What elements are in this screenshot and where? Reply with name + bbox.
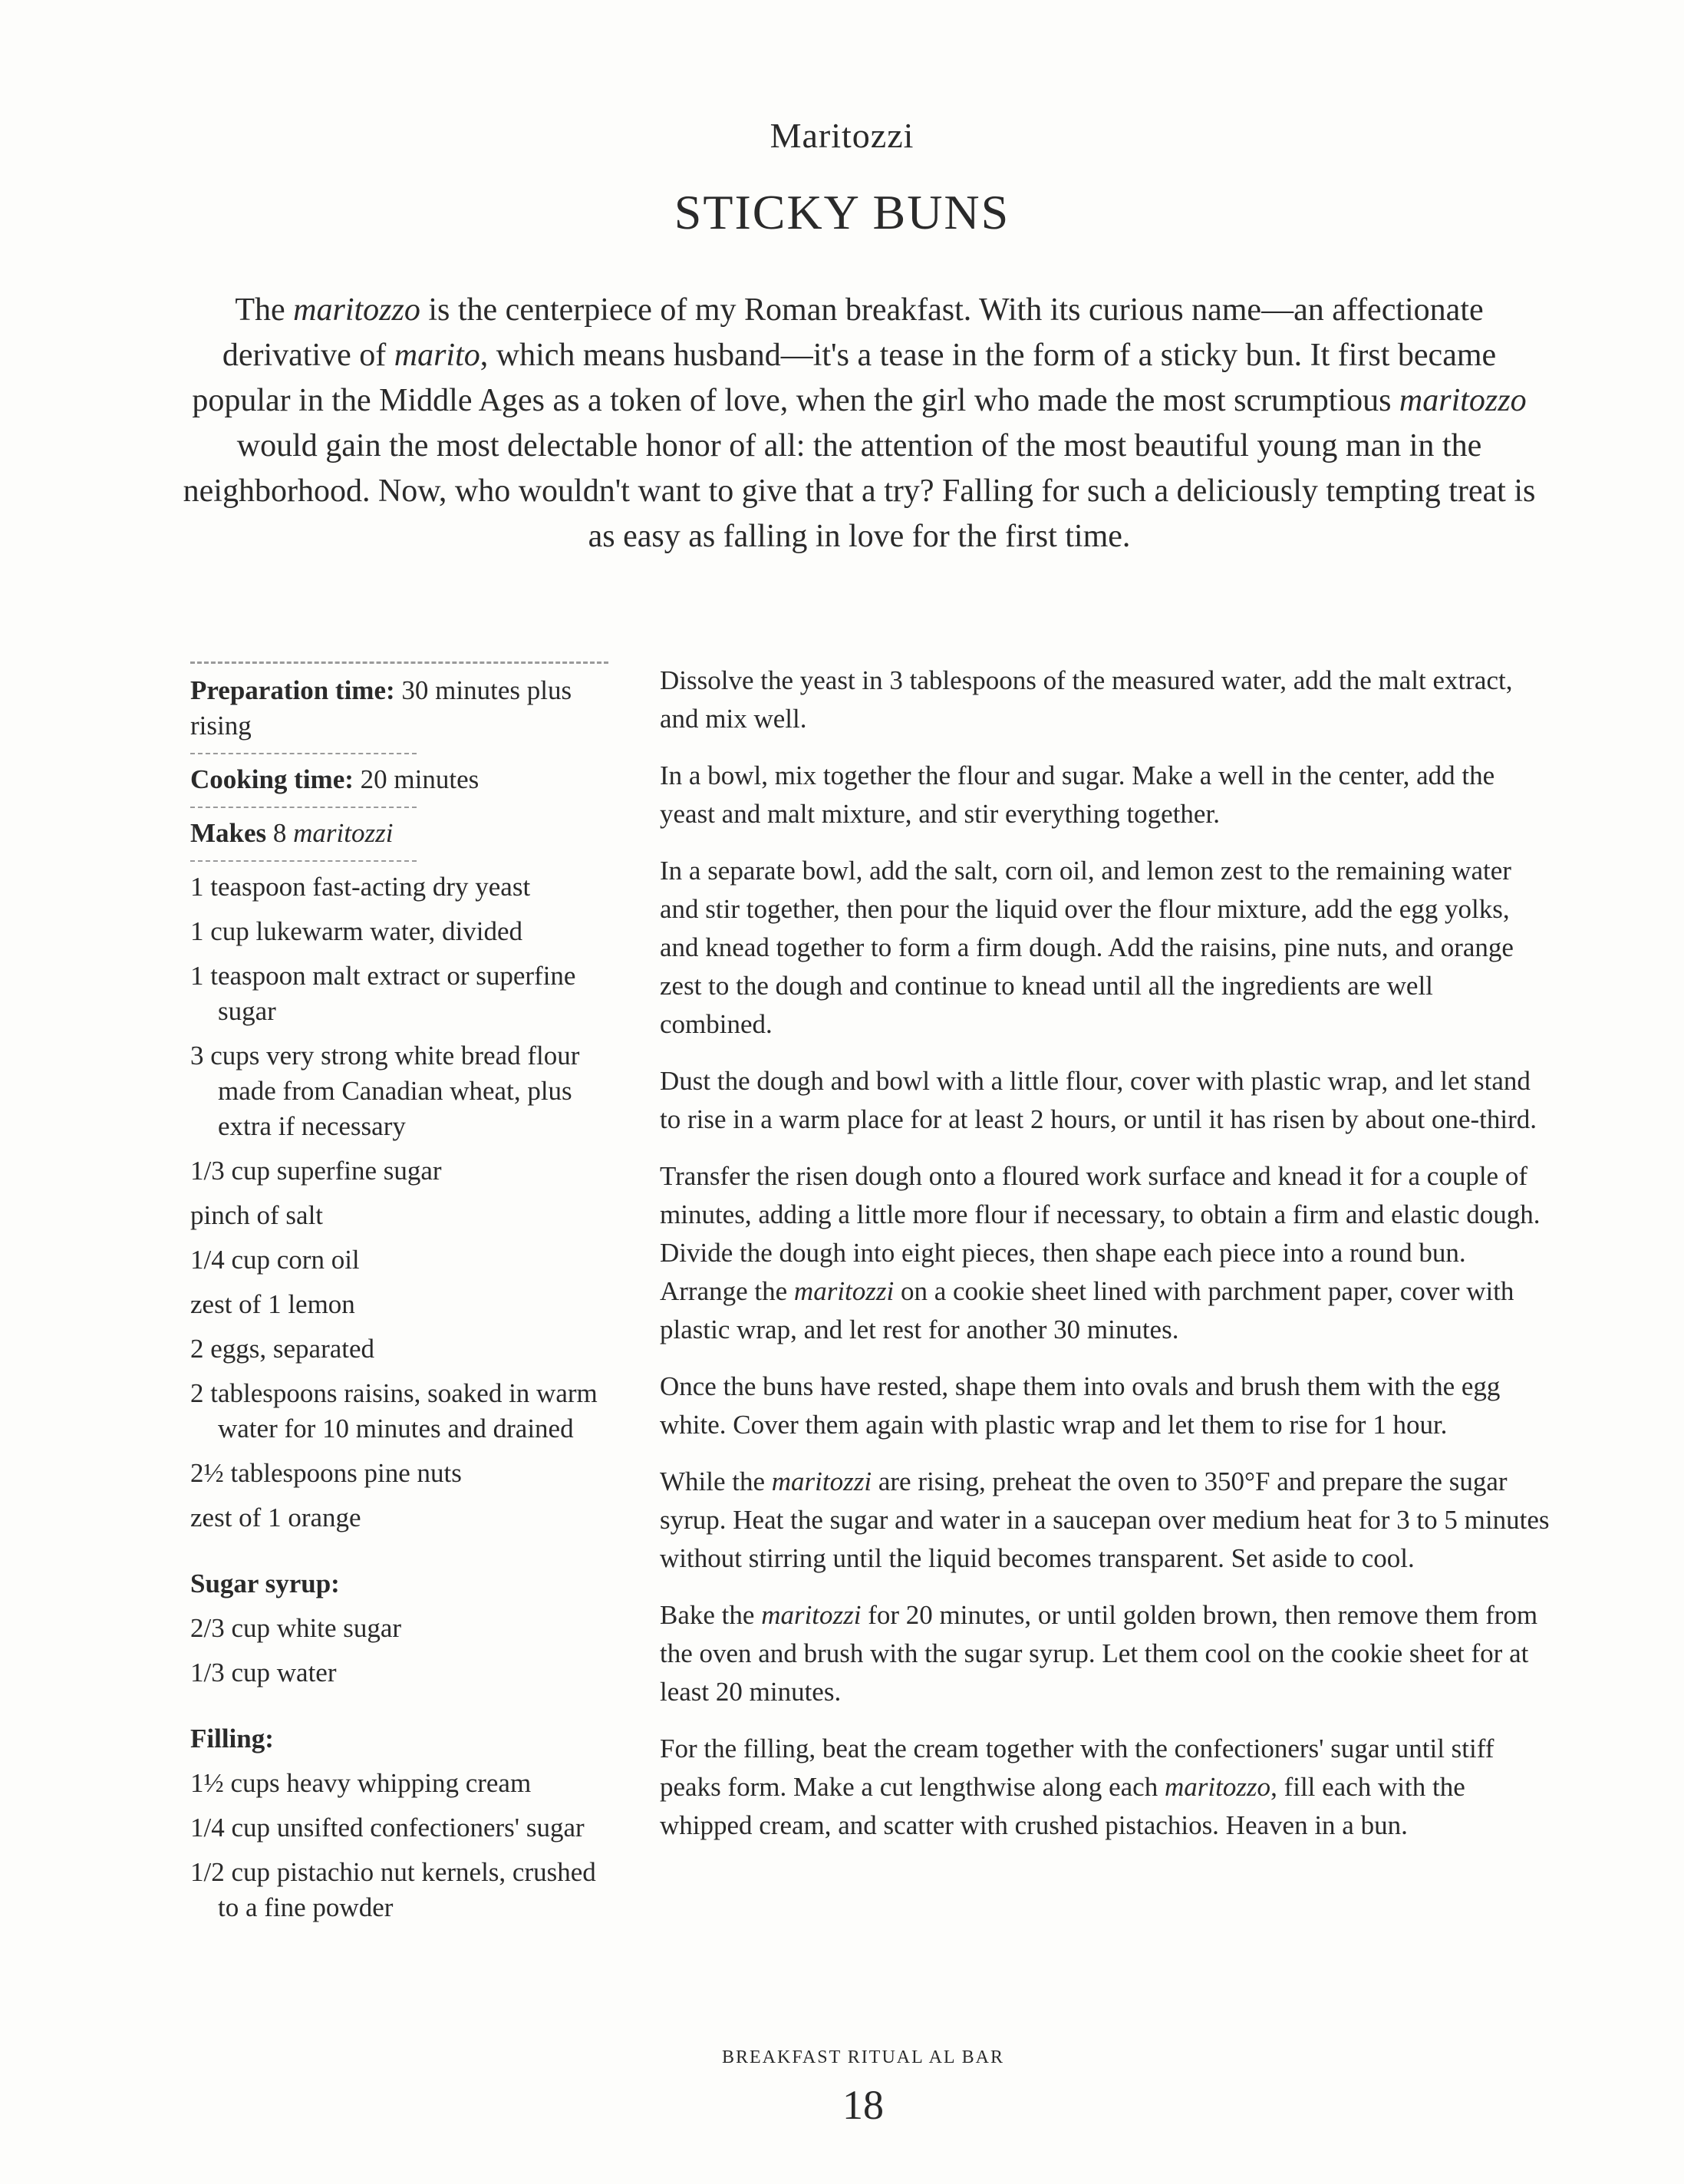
filling-item: 1/4 cup unsifted confectioners' sugar — [190, 1813, 585, 1843]
ingredient-item: 2 tablespoons raisins, soaked in warm water for 10 minutes and drained — [190, 1378, 598, 1443]
ingredient-item: pinch of salt — [190, 1200, 324, 1230]
method-step: In a separate bowl, add the salt, corn oil, and lemon zest to the remaining water and stir together, then pour the liquid over the flour mixture, add the egg yolks, and knead together to form a firm dough. Add the raisins, pine nuts, and orange zest to the dough and continue to knead until all the ingredients are well combined. — [660, 856, 1514, 1039]
filling-item: 1/2 cup pistachio nut kernels, crushed to a fine powder — [190, 1857, 596, 1922]
ingredient-item: zest of 1 orange — [190, 1503, 361, 1532]
method-step: Dissolve the yeast in 3 tablespoons of the measured water, add the malt extract, and mix well. — [660, 665, 1513, 734]
method-step: Once the buns have rested, shape them into ovals and brush them with the egg white. Cover them again with plastic wrap and let them to rise for 1 hour. — [660, 1371, 1501, 1440]
intro-paragraph: The maritozzo is the centerpiece of my Roman breakfast. With its curious name—an affectionate derivative of marito, which means husband—it's a tease in the form of a sticky bun. It first became popular in the Middle Ages as a token of love, when the girl who made the most scrumptious maritozzo would gain the most delectable honor of all: the attention of the most beautiful young man in the neighborhood. Now, who wouldn't want to give that a try? Falling for such a deliciously tempting treat is as easy as falling in love for the first time. — [183, 292, 1536, 554]
yield: Makes 8 maritozzi — [190, 818, 394, 848]
ingredient-item: 1 teaspoon fast-acting dry yeast — [190, 872, 531, 902]
method-column — [660, 661, 1550, 1863]
ingredient-item: 3 cups very strong white bread flour made from Canadian wheat, plus extra if necessary — [190, 1041, 580, 1141]
syrup-item: 2/3 cup white sugar — [190, 1613, 402, 1643]
ingredient-item: 2½ tablespoons pine nuts — [190, 1458, 462, 1488]
sidebar-top-rule — [190, 661, 608, 664]
divider — [190, 753, 417, 754]
ingredient-item: 1 teaspoon malt extract or superfine sugar — [190, 961, 576, 1026]
ingredient-item: 1/4 cup corn oil — [190, 1245, 360, 1275]
ingredient-item: 2 eggs, separated — [190, 1334, 375, 1364]
divider — [190, 807, 417, 808]
method-step: Dust the dough and bowl with a little flour, cover with plastic wrap, and let stand to rise in a warm place for at least 2 hours, or until it has risen by about one-third. — [660, 1066, 1537, 1134]
method-step: Transfer the risen dough onto a floured work surface and knead it for a couple of minutes, adding a little more flour if necessary, to obtain a firm and elastic dough. Divide the dough into eight pieces, then shape each piece into a round bun. Arrange the maritozzi on a cookie sheet lined with parchment paper, cover with plastic wrap, and let rest for another 30 minutes. — [660, 1161, 1541, 1344]
ingredient-item: 1/3 cup superfine sugar — [190, 1156, 442, 1186]
method-step: Bake the maritozzi for 20 minutes, or until golden brown, then remove them from the oven and brush with the sugar syrup. Let them cool on the cookie sheet for at least 20 minutes. — [660, 1600, 1538, 1707]
syrup-item: 1/3 cup water — [190, 1658, 337, 1687]
ingredient-item: 1 cup lukewarm water, divided — [190, 916, 523, 946]
method-step: For the filling, beat the cream together with the confectioners' sugar until stiff peaks form. Make a cut lengthwise along each maritozzo, fill each with the whipped cream, and scatter with crushed pistachios. Heaven in a bun. — [660, 1734, 1495, 1840]
method-step: While the maritozzi are rising, preheat the oven to 350°F and prepare the sugar syrup. Heat the sugar and water in a saucepan over medium heat for 3 to 5 minutes without stirring until the liquid becomes transparent. Set aside to cool. — [660, 1466, 1550, 1573]
cook-time: Cooking time: 20 minutes — [190, 764, 479, 794]
method-step: In a bowl, mix together the flour and sugar. Make a well in the center, add the yeast and malt mixture, and stir everything together. — [660, 760, 1495, 829]
page-number: 18 — [842, 2082, 884, 2128]
recipe-subtitle: Maritozzi — [769, 116, 915, 155]
filling-item: 1½ cups heavy whipping cream — [190, 1768, 532, 1798]
ingredient-item: zest of 1 lemon — [190, 1289, 355, 1319]
prep-time: Preparation time: 30 minutes plus rising — [190, 675, 572, 741]
divider — [190, 860, 417, 862]
section-footer: BREAKFAST RITUAL AL BAR — [721, 2047, 1005, 2067]
syrup-heading: Sugar syrup: — [190, 1569, 340, 1598]
filling-heading: Filling: — [190, 1724, 274, 1753]
ingredients-sidebar — [190, 661, 608, 1935]
recipe-title: STICKY BUNS — [674, 185, 1010, 239]
